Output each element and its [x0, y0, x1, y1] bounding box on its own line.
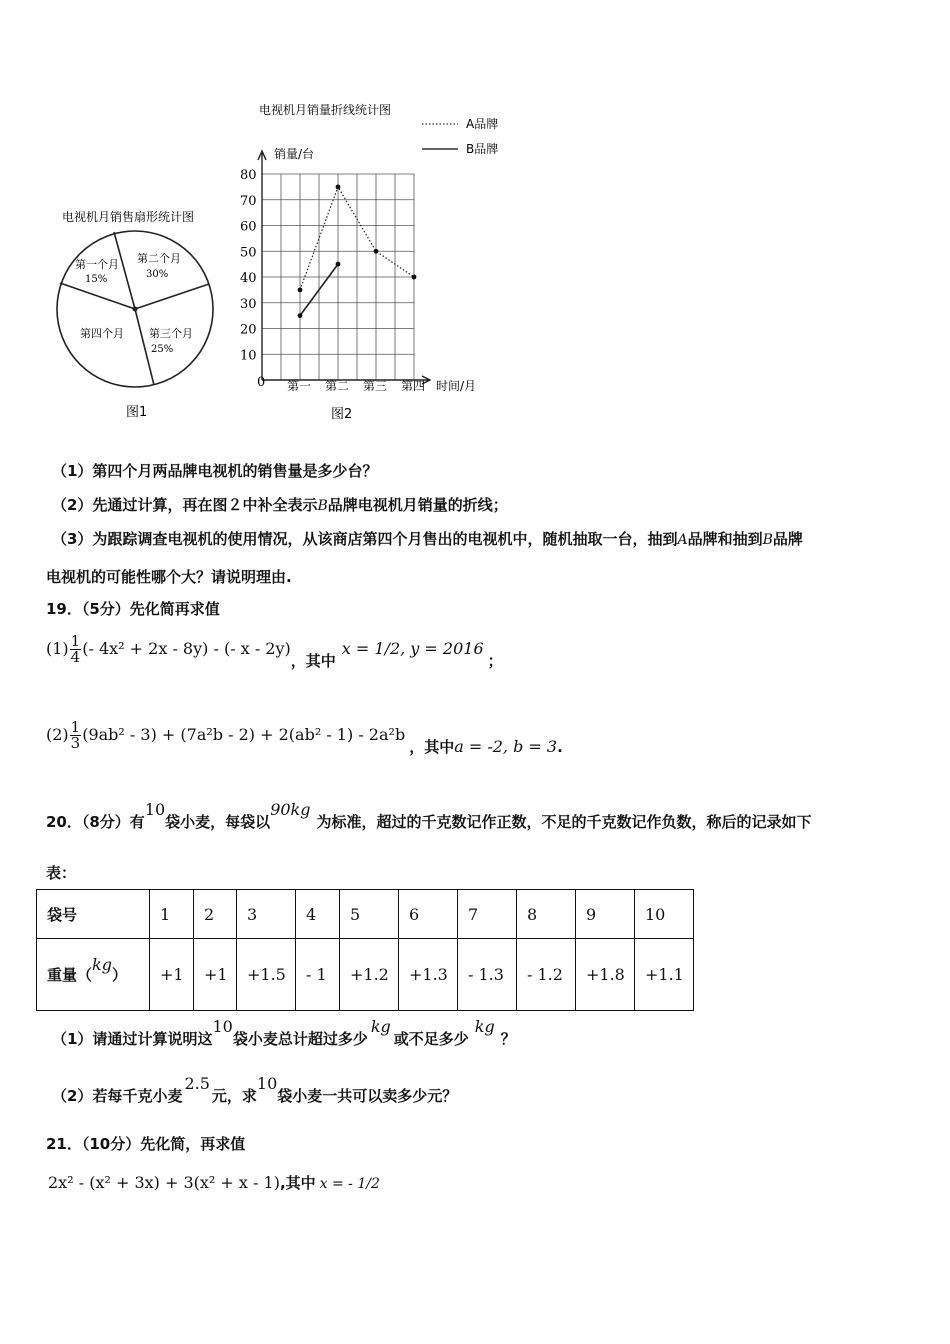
- q20-p1-count: 10: [212, 1017, 233, 1036]
- weight-head-text: 重量（: [47, 966, 93, 984]
- table-cell: +1.1: [635, 939, 694, 1011]
- q19-e2-label: (2): [46, 725, 69, 744]
- y-tick-label: 20: [240, 322, 257, 338]
- origin-label: 0: [257, 375, 266, 390]
- table-cell: 6: [399, 890, 458, 939]
- q18-part1: （1）第四个月两品牌电视机的销售量是多少台？: [52, 462, 378, 480]
- pie-label-month4: 第四个月: [80, 327, 124, 340]
- y-axis-label: 销量/台: [274, 147, 315, 161]
- y-tick-label: 70: [240, 193, 257, 209]
- q19-e1-body: (- 4x² + 2x - 8y) - (- x - 2y): [82, 639, 291, 658]
- q21-expression: 2x² - (x² + 3x) + 3(x² + x - 1): [48, 1173, 280, 1192]
- x-axis-label: 时间/月: [436, 379, 477, 393]
- q18-part3: [52, 528, 803, 549]
- table-row: [37, 939, 694, 1011]
- q19-expr2: [46, 718, 563, 756]
- q20-p1-text-c: 或不足多少: [393, 1030, 469, 1048]
- pie-pct-month1: 15%: [85, 274, 108, 285]
- line-chart-title: 电视机月销量折线统计图: [259, 103, 392, 117]
- q18-part3-text-a: （3）为跟踪调查电视机的使用情况，从该商店第四个月售出的电视机中，随机抽取一台，抽到: [52, 530, 678, 548]
- q18-part3-var-b: B: [762, 532, 773, 548]
- q19-expr1: [46, 632, 503, 670]
- y-tick-label: 40: [240, 271, 257, 286]
- q20-intro-cont: 表：: [46, 864, 77, 882]
- table-cell: - 1: [296, 939, 340, 1011]
- q20-p2-text-a: （2）若每千克小麦: [52, 1087, 183, 1105]
- pie-chart-figure: [40, 200, 240, 430]
- q20-p1-unit2: kg: [474, 1017, 495, 1036]
- q18-part2-var: B: [317, 498, 328, 514]
- q19-title: 19．（5分）先化简再求值: [46, 600, 220, 618]
- y-tick-label: 10: [240, 348, 257, 364]
- q19-e1-frac: $\frac{1}{4}$: [70, 632, 81, 666]
- table-cell: +1.8: [576, 939, 635, 1011]
- q19-e2-where: ，其中: [409, 738, 455, 756]
- table-cell: 3: [237, 890, 296, 939]
- q21-title: 21．（10分）先化简，再求值: [46, 1135, 246, 1153]
- q21-value: x = - 1/2: [319, 1176, 380, 1192]
- table-cell: +1.2: [340, 939, 399, 1011]
- q20-text-2: 袋小麦，每袋以: [165, 813, 271, 831]
- q18-part2-text-a: （2）先通过计算，再在图２中补全表示: [52, 496, 318, 514]
- data-point-A品牌: [374, 249, 379, 254]
- q20-p1-text-b: 袋小麦总计超过多少: [232, 1030, 368, 1048]
- table-cell: - 1.2: [517, 939, 576, 1011]
- line-chart-figure: [240, 96, 530, 426]
- x-tick-label: 第三: [363, 379, 388, 393]
- data-point-A品牌: [412, 275, 417, 280]
- pie-chart-title: 电视机月销售扇形统计图: [62, 210, 195, 224]
- table-cell: +1.3: [399, 939, 458, 1011]
- y-tick-label: 60: [240, 219, 257, 235]
- q20-part1: [52, 1016, 516, 1048]
- table-cell: +1.5: [237, 939, 296, 1011]
- table-cell: 4: [296, 890, 340, 939]
- table-cell: 8: [517, 890, 576, 939]
- figure1-caption: 图1: [126, 405, 148, 420]
- q21-where: ,其中: [279, 1174, 316, 1192]
- q20-count: 10: [144, 800, 166, 819]
- q18-part3-text-c: 品牌: [772, 530, 803, 548]
- q19-e2-body: (9ab² - 3) + (7a²b - 2) + 2(ab² - 1) - 2a²b: [82, 725, 406, 744]
- x-tick-label: 第二: [325, 379, 350, 393]
- q18-part3-var-a: A: [677, 532, 688, 548]
- table-row: [37, 890, 694, 939]
- table-cell: 7: [458, 890, 517, 939]
- y-tick-label: 50: [240, 245, 257, 261]
- q19-e2-frac: $\frac{1}{3}$: [70, 718, 81, 752]
- table-head-bag: 袋号: [37, 890, 150, 939]
- weight-head-close: ）: [111, 966, 127, 984]
- q18-part3-cont: 电视机的可能性哪个大？请说明理由.: [46, 568, 292, 586]
- figure2-caption: 图2: [331, 407, 353, 422]
- q18-part2-text-b: 品牌电视机月销量的折线；: [327, 496, 508, 514]
- table-cell: 1: [150, 890, 194, 939]
- table-cell: 9: [576, 890, 635, 939]
- data-point-B品牌: [336, 262, 341, 267]
- q18-part3-text-b: 品牌和抽到: [687, 530, 763, 548]
- q20-p1-text-a: （1）请通过计算说明这: [52, 1030, 213, 1048]
- table-cell: 2: [194, 890, 237, 939]
- x-tick-label: 第四: [401, 379, 426, 393]
- table-cell: +1: [150, 939, 194, 1011]
- y-tick-label: 80: [240, 168, 257, 183]
- q21-expr: [48, 1172, 380, 1193]
- q20-part2: [52, 1073, 458, 1105]
- pie-label-month3: 第三个月: [149, 327, 193, 340]
- data-point-A品牌: [336, 184, 341, 189]
- q20-p2-text-b: 元，求: [211, 1087, 257, 1105]
- table-cell: 10: [635, 890, 694, 939]
- pie-label-month1: 第一个月: [75, 258, 119, 271]
- q20-p1-text-d: ？: [500, 1030, 516, 1048]
- q20-p2-text-c: 袋小麦一共可以卖多少元？: [277, 1087, 458, 1105]
- pie-pct-month2: 30%: [146, 269, 169, 280]
- q20-p2-price: 2.5: [184, 1074, 210, 1093]
- q20-text-3: 为标准，超过的千克数记作正数，不足的千克数记作负数，称后的记录如下: [316, 813, 812, 831]
- q19-e1-values: x = 1/2, y = 2016: [341, 639, 484, 658]
- q19-e2-values: a = -2, b = 3: [454, 737, 558, 756]
- weight-record-table: [36, 889, 694, 1011]
- q20-p2-count: 10: [256, 1074, 278, 1093]
- x-tick-label: 第一: [287, 379, 312, 393]
- q19-e2-end: .: [557, 738, 563, 756]
- pie-divider-2: [135, 284, 209, 309]
- data-point-B品牌: [298, 313, 303, 318]
- q20-standard-weight: 90kg: [270, 800, 311, 819]
- q20-intro: [46, 799, 812, 831]
- pie-label-month2: 第二个月: [137, 252, 181, 265]
- legend-label-a: A品牌: [466, 117, 499, 131]
- q19-e1-label: (1): [46, 639, 69, 658]
- table-cell: - 1.3: [458, 939, 517, 1011]
- data-point-A品牌: [298, 287, 303, 292]
- pie-divider-4: [60, 283, 135, 309]
- pie-center-dot: [133, 307, 138, 312]
- q19-e1-end: ；: [487, 652, 503, 670]
- table-cell: 5: [340, 890, 399, 939]
- pie-pct-month3: 25%: [151, 344, 174, 355]
- q19-e1-where: ，其中: [290, 652, 336, 670]
- y-tick-label: 30: [240, 296, 257, 312]
- table-cell: +1: [194, 939, 237, 1011]
- table-head-weight: [37, 939, 150, 1011]
- weight-head-unit: kg: [92, 955, 112, 974]
- q20-p1-unit1: kg: [370, 1017, 391, 1036]
- q20-text-1: 20．（8分）有: [46, 813, 145, 831]
- legend-label-b: B品牌: [466, 142, 499, 156]
- q18-part2: [52, 494, 508, 515]
